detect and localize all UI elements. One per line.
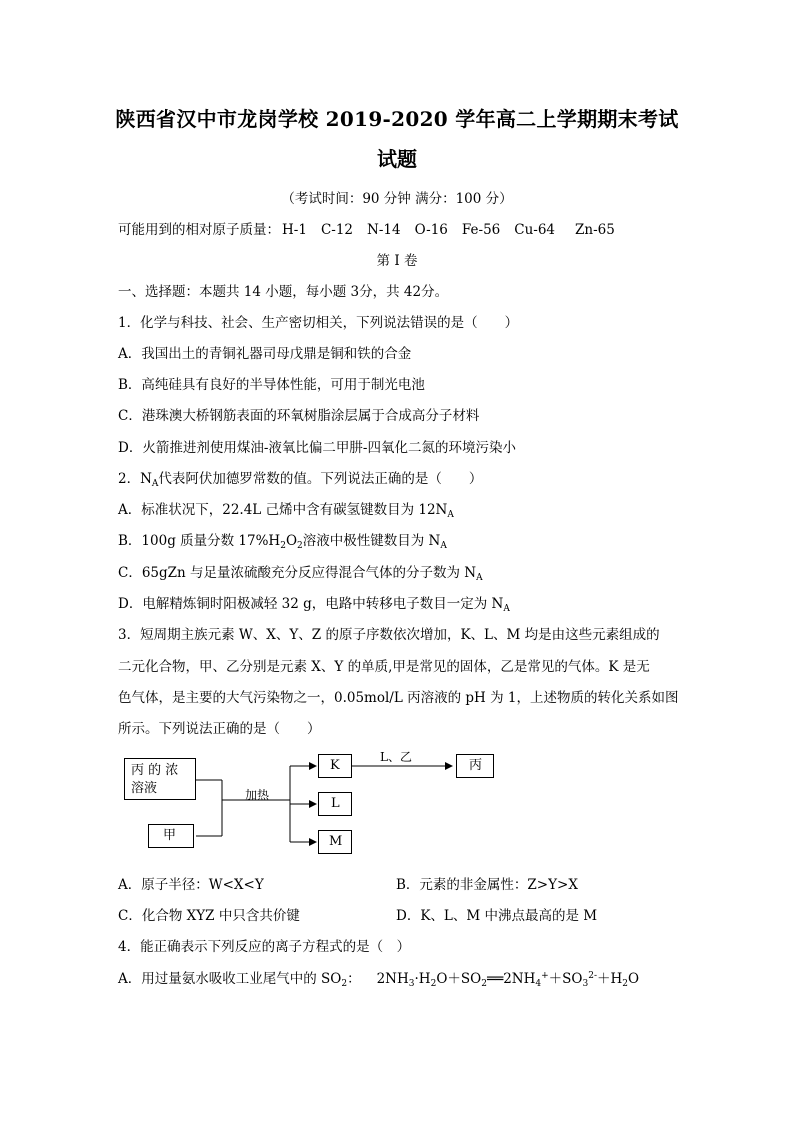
reaction-diagram (118, 748, 518, 860)
question-1-option-d: D．火箭推进剂使用煤油-液氧比偏二甲肼-四氧化二氮的环境污染小 (118, 440, 516, 456)
section-intro: 一、选择题：本题共 14 小题，每小题 3分，共 42分。 (118, 284, 449, 300)
question-3-option-c: C．化合物 XYZ 中只含共价键 (118, 908, 300, 924)
question-2-stem: 2．$N_A$代表阿伏加德罗常数的值。下列说法正确的是（ ） (118, 471, 483, 489)
question-3-option-b: B．元素的非金属性：Z>Y>X (396, 877, 578, 893)
box-bing: 丙 (456, 754, 494, 778)
atomic-mass-item: H-1 (282, 222, 307, 238)
page-title: 陕西省汉中市龙岗学校 2019-2020 学年高二上学期期末考试 (115, 107, 679, 131)
question-2-option-c: C．65gZn 与足量浓硫酸充分反应得混合气体的分子数为 $N_A$ (118, 565, 483, 583)
question-3-line-1: 3．短周期主族元素 W、X、Y、Z 的原子序数依次增加，K、L、M 均是由这些元素组成的 (118, 627, 660, 643)
question-1-stem: 1．化学与科技、社会、生产密切相关，下列说法错误的是（ ） (118, 315, 519, 331)
volume-label: 第 Ⅰ 卷 (376, 253, 418, 269)
question-3-line-3: 色气体，是主要的大气污染物之一，0.05mol/L 丙溶液的 pH 为 1，上述物质的转化关系如图 (118, 690, 679, 706)
question-1-option-b: B．高纯硅具有良好的半导体性能，可用于制光电池 (118, 377, 425, 393)
question-1-option-a: A．我国出土的青铜礼器司母戊鼎是铜和铁的合金 (118, 346, 412, 362)
box-m: M (318, 830, 352, 854)
question-3-option-d: D．K、L、M 中沸点最高的是 M (396, 908, 598, 924)
question-3-option-a: A．原子半径：W<X<Y (118, 877, 264, 893)
question-3-line-2: 二元化合物，甲、乙分别是元素 X、Y 的单质,甲是常见的固体，乙是常见的气体。K 是无 (118, 659, 650, 675)
atomic-mass-item: C-12 (320, 222, 354, 238)
atomic-mass-item: N-14 (367, 222, 401, 238)
box-jia: 甲 (148, 824, 194, 848)
question-2-option-a: A．标准状况下，22.4L 己烯中含有碳氢键数目为 $12N_A$ (118, 502, 454, 520)
question-1-option-c: C．港珠澳大桥钢筋表面的环氧树脂涂层属于合成高分子材料 (118, 408, 480, 424)
atomic-masses-prefix: 可能用到的相对原子质量： (118, 222, 280, 238)
atomic-mass-item: Cu-64 (514, 222, 556, 238)
question-2-option-d: D．电解精炼铜时阳极减轻 32 g，电路中转移电子数目一定为 $N_A$ (118, 596, 510, 614)
atomic-mass-item: Zn-65 (575, 222, 615, 238)
atomic-mass-item: Fe-56 (461, 222, 501, 238)
question-4-stem: 4．能正确表示下列反应的离子方程式的是（ ） (118, 939, 411, 955)
question-2-option-b: B．100g 质量分数 $17\%H_2O_2$溶液中极性键数目为 $N_A$ (118, 533, 447, 551)
exam-info: （考试时间：90 分钟 满分：100 分） (281, 191, 513, 207)
label-heat: 加热 (245, 788, 270, 802)
atomic-mass-item: O-16 (414, 222, 448, 238)
box-k: K (318, 754, 352, 778)
box-l: L (318, 792, 352, 816)
question-3-line-4: 所示。下列说法正确的是（ ） (118, 721, 321, 737)
atomic-masses-line (118, 218, 629, 238)
box-concentrated-solution: 丙 的 浓 溶液 (124, 758, 196, 800)
page-title-continued: 试题 (377, 147, 417, 171)
label-l-yi: L、乙 (380, 750, 412, 764)
question-4-option-a: A．用过量氨水吸收工业尾气中的 $SO_2$： $2NH_3\cdot H_2O+SO_2══2NH_4^++SO_3^{2-}+H_2O$ (118, 971, 640, 989)
